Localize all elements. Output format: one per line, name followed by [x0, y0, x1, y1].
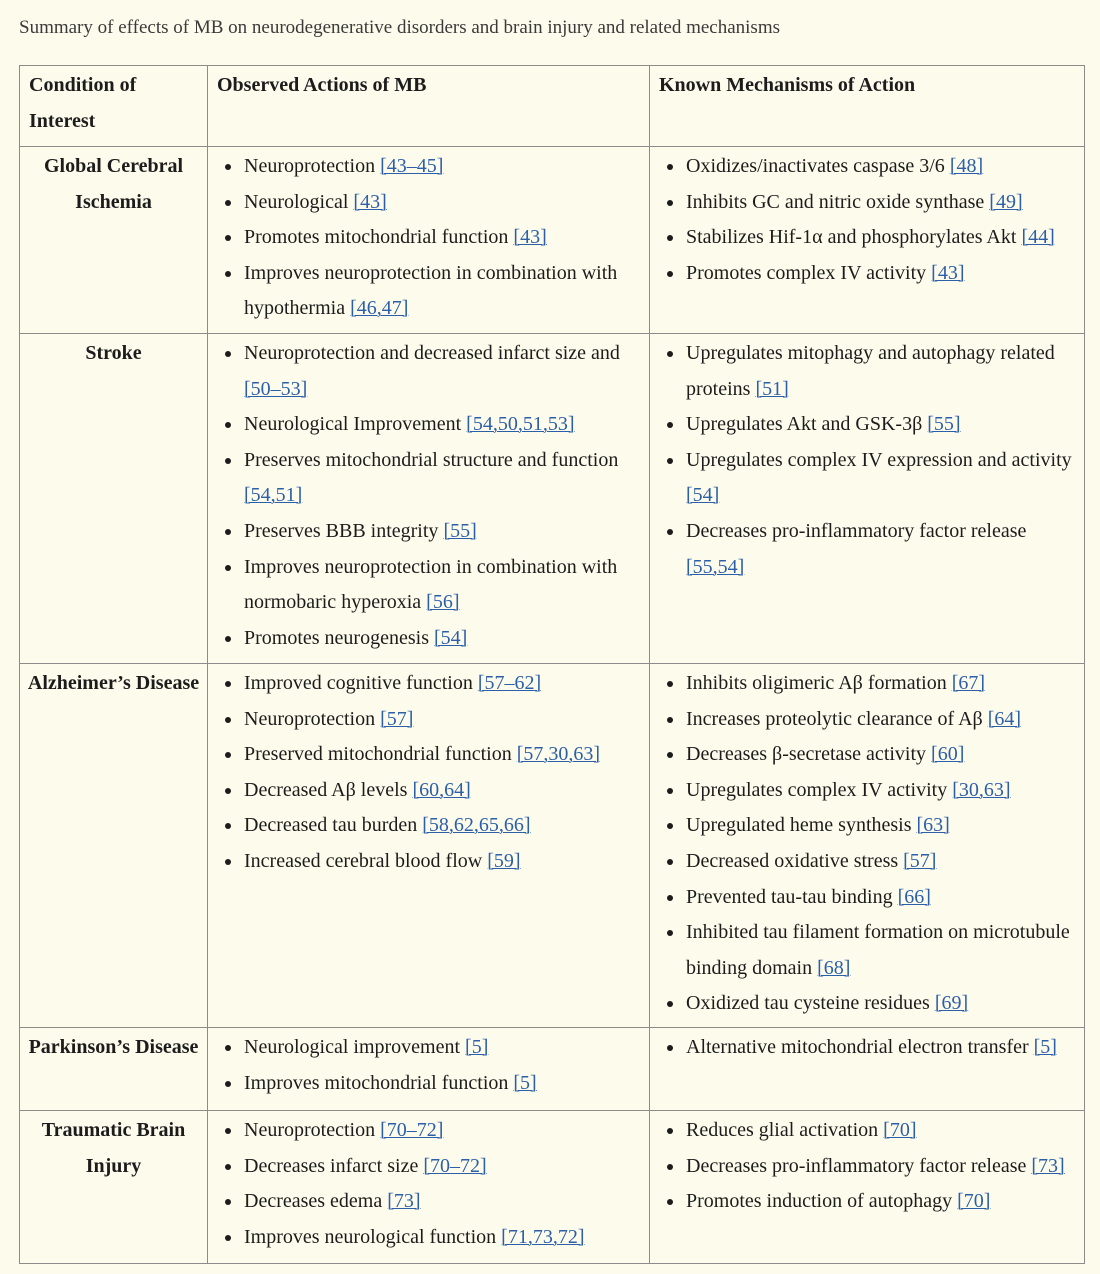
observed-actions-cell [208, 1028, 650, 1111]
action-text: Decreased Aβ levels [244, 778, 413, 801]
action-text: Improves mitochondrial function [244, 1071, 514, 1094]
action-text: Neuroprotection and decreased infarct size and [244, 342, 620, 364]
action-item [244, 773, 643, 809]
mechanism-item [686, 1030, 1078, 1066]
mechanism-list [650, 1030, 1078, 1066]
mechanism-text: Inhibits oligimeric Aβ formation [686, 672, 952, 694]
reference-link[interactable]: [5] [1033, 1036, 1057, 1058]
mechanism-item [686, 220, 1078, 256]
condition-cell: Alzheimer’s Disease [20, 664, 208, 1028]
action-item [244, 220, 643, 256]
mechanism-item [686, 256, 1078, 292]
mechanism-item [686, 773, 1078, 809]
reference-link[interactable]: [67] [951, 672, 986, 694]
reference-link[interactable]: [44] [1021, 226, 1055, 249]
table-row-stroke [20, 334, 1085, 664]
action-text: Decreases infarct size [244, 1154, 424, 1177]
action-item [244, 550, 643, 621]
reference-link[interactable]: [63] [916, 814, 950, 837]
reference-link[interactable]: [64] [987, 707, 1022, 730]
table-row-global-cerebral-ischemia [20, 147, 1085, 334]
condition-cell: Traumatic Brain Injury [20, 1111, 208, 1264]
mechanism-item [686, 880, 1078, 916]
action-item [244, 737, 643, 773]
mechanism-item [686, 702, 1078, 738]
mechanisms-cell [650, 664, 1085, 1028]
mechanisms-cell [650, 147, 1085, 334]
action-text: Promotes mitochondrial function [244, 226, 514, 249]
action-item [244, 407, 643, 443]
mechanism-text: Prevented tau-tau binding [686, 885, 898, 908]
reference-link[interactable]: [59] [487, 849, 521, 872]
reference-link[interactable]: [49] [989, 190, 1023, 213]
mechanism-item [686, 1113, 1078, 1149]
reference-link[interactable]: [57–62] [477, 672, 542, 694]
header-mechanisms: Known Mechanisms of Action [650, 66, 1085, 147]
mechanism-text: Reduces glial activation [686, 1119, 884, 1141]
mechanism-item [686, 407, 1078, 443]
action-item [244, 808, 643, 844]
mechanism-list [650, 336, 1078, 585]
reference-link[interactable]: [48] [949, 155, 984, 177]
table-row-alzheimers-disease [20, 664, 1085, 1028]
mechanism-list [650, 1113, 1078, 1220]
mechanism-text: Decreased oxidative stress [686, 849, 904, 872]
reference-link[interactable]: [43] [353, 190, 387, 213]
action-list [208, 1113, 643, 1255]
reference-link[interactable]: [70] [883, 1119, 917, 1141]
observed-actions-cell [208, 334, 650, 664]
mechanism-text: Upregulated heme synthesis [686, 814, 917, 837]
mechanism-item [686, 1149, 1078, 1185]
action-item [244, 1220, 643, 1256]
action-text: Improves neurological function [244, 1225, 502, 1248]
mechanism-item [686, 185, 1078, 221]
reference-link[interactable]: [57,30,63] [516, 743, 601, 766]
mechanism-text: Promotes complex IV activity [686, 261, 932, 284]
mechanism-item [686, 336, 1078, 407]
mechanism-text: Stabilizes Hif-1α and phosphorylates Akt [686, 226, 1022, 249]
reference-link[interactable]: [60] [931, 743, 965, 766]
mechanism-text: Decreases pro-inflammatory factor release [686, 519, 1027, 542]
reference-link[interactable]: [73] [1031, 1154, 1065, 1177]
reference-link[interactable]: [66] [897, 885, 931, 908]
mechanism-item [686, 1184, 1078, 1220]
action-list [208, 666, 643, 880]
condition-cell: Stroke [20, 334, 208, 664]
reference-link[interactable]: [69] [934, 992, 969, 1015]
observed-actions-cell [208, 147, 650, 334]
reference-link[interactable]: [51] [755, 377, 789, 400]
mechanism-text: Upregulates mitophagy and autophagy related proteins [686, 342, 1055, 400]
action-list [208, 149, 643, 327]
action-text: Promotes neurogenesis [244, 626, 434, 649]
action-text: Neuroprotection [244, 1119, 381, 1141]
mechanisms-cell [650, 1111, 1085, 1264]
mechanism-text: Upregulates complex IV expression and activity [686, 448, 1072, 471]
reference-link[interactable]: [54,51] [244, 484, 303, 507]
reference-link[interactable]: [55] [927, 413, 961, 436]
mb-effects-table [19, 65, 1085, 1264]
mechanism-text: Promotes induction of autophagy [686, 1190, 958, 1213]
mechanism-text: Upregulates complex IV activity [686, 778, 953, 801]
action-item [244, 621, 643, 657]
reference-link[interactable]: [58,62,65,66] [422, 814, 531, 837]
action-item [244, 1113, 643, 1149]
mechanism-item [686, 915, 1078, 986]
mechanism-text: Alternative mitochondrial electron transfer [686, 1036, 1034, 1058]
action-text: Increased cerebral blood flow [244, 849, 488, 872]
mechanism-item [686, 808, 1078, 844]
observed-actions-cell [208, 664, 650, 1028]
action-text: Improves neuroprotection in combination with normobaric hyperoxia [244, 555, 618, 614]
action-text: Neurological Improvement [244, 413, 467, 436]
action-text: Neuroprotection [244, 155, 381, 177]
table-row-traumatic-brain-injury [20, 1111, 1085, 1264]
action-text: Preserved mitochondrial function [244, 743, 517, 766]
action-list [208, 1030, 643, 1101]
action-text: Neuroprotection [244, 707, 381, 730]
mechanism-text: Increases proteolytic clearance of Aβ [686, 707, 988, 730]
action-text: Decreased tau burden [244, 814, 423, 837]
mechanism-text: Inhibited tau filament formation on microtubule binding domain [686, 921, 1070, 979]
mechanism-item [686, 844, 1078, 880]
reference-link[interactable]: [55] [443, 519, 477, 542]
action-text: Neurological improvement [244, 1036, 466, 1058]
action-item [244, 185, 643, 221]
action-item [244, 1184, 643, 1220]
reference-link[interactable]: [70–72] [380, 1119, 444, 1141]
action-item [244, 1030, 643, 1066]
mechanism-list [650, 666, 1078, 1022]
action-item [244, 443, 643, 514]
action-text: Preserves BBB integrity [244, 519, 444, 542]
action-item [244, 844, 643, 880]
action-text: Preserves mitochondrial structure and function [244, 448, 619, 471]
header-condition: Condition of Interest [20, 66, 208, 147]
action-text: Improved cognitive function [244, 672, 478, 694]
action-item [244, 149, 643, 185]
reference-link[interactable]: [5] [513, 1071, 537, 1094]
mechanism-item [686, 443, 1078, 514]
action-item [244, 514, 643, 550]
mechanism-list [650, 149, 1078, 291]
action-item [244, 666, 643, 702]
reference-link[interactable]: [50–53] [244, 377, 308, 400]
mechanism-item [686, 986, 1078, 1022]
reference-link[interactable]: [43–45] [380, 155, 444, 177]
mechanisms-cell [650, 1028, 1085, 1111]
reference-link[interactable]: [54,50,51,53] [466, 413, 575, 436]
reference-link[interactable]: [56] [426, 591, 460, 614]
reference-link[interactable]: [73] [387, 1190, 421, 1213]
mechanism-text: Decreases pro-inflammatory factor release [686, 1154, 1032, 1177]
reference-link[interactable]: [70–72] [423, 1154, 487, 1177]
action-item [244, 336, 643, 407]
reference-link[interactable]: [55,54] [686, 555, 745, 578]
observed-actions-cell [208, 1111, 650, 1264]
reference-link[interactable]: [46,47] [350, 297, 409, 320]
reference-link[interactable]: [68] [817, 956, 851, 979]
header-observed-actions: Observed Actions of MB [208, 66, 650, 147]
mechanism-item [686, 737, 1078, 773]
action-item [244, 256, 643, 327]
mechanism-text: Decreases β-secretase activity [686, 743, 932, 766]
action-text: Decreases edema [244, 1190, 388, 1213]
mechanism-item [686, 666, 1078, 702]
reference-link[interactable]: [57] [380, 707, 414, 730]
mechanism-item [686, 149, 1078, 185]
reference-link[interactable]: [30,63] [952, 778, 1011, 801]
reference-link[interactable]: [70] [957, 1190, 991, 1213]
reference-link[interactable]: [57] [903, 849, 937, 872]
mechanisms-cell [650, 334, 1085, 664]
reference-link[interactable]: [5] [465, 1036, 489, 1058]
mechanism-text: Oxidized tau cysteine residues [686, 992, 935, 1015]
mechanism-item [686, 514, 1078, 585]
reference-link[interactable]: [71,73,72] [501, 1225, 585, 1248]
mechanism-text: Upregulates Akt and GSK-3β [686, 413, 928, 436]
action-item [244, 702, 643, 738]
reference-link[interactable]: [54] [686, 484, 720, 507]
table-caption: Summary of effects of MB on neurodegenerative disorders and brain injury and related mechanisms [19, 17, 781, 38]
condition-cell: Parkinson’s Disease [20, 1028, 208, 1111]
header-row [20, 66, 1085, 147]
reference-link[interactable]: [54] [433, 626, 468, 649]
reference-link[interactable]: [60,64] [412, 778, 471, 801]
action-text: Neurological [244, 190, 354, 213]
action-list [208, 336, 643, 656]
mechanism-text: Inhibits GC and nitric oxide synthase [686, 190, 990, 213]
mechanism-text: Oxidizes/inactivates caspase 3/6 [686, 155, 950, 177]
table-row-parkinsons-disease [20, 1028, 1085, 1111]
reference-link[interactable]: [43] [931, 261, 965, 284]
action-item [244, 1149, 643, 1185]
reference-link[interactable]: [43] [513, 226, 547, 249]
condition-cell: Global Cerebral Ischemia [20, 147, 208, 334]
action-item [244, 1066, 643, 1102]
action-text: Improves neuroprotection in combination with hypothermia [244, 261, 618, 320]
